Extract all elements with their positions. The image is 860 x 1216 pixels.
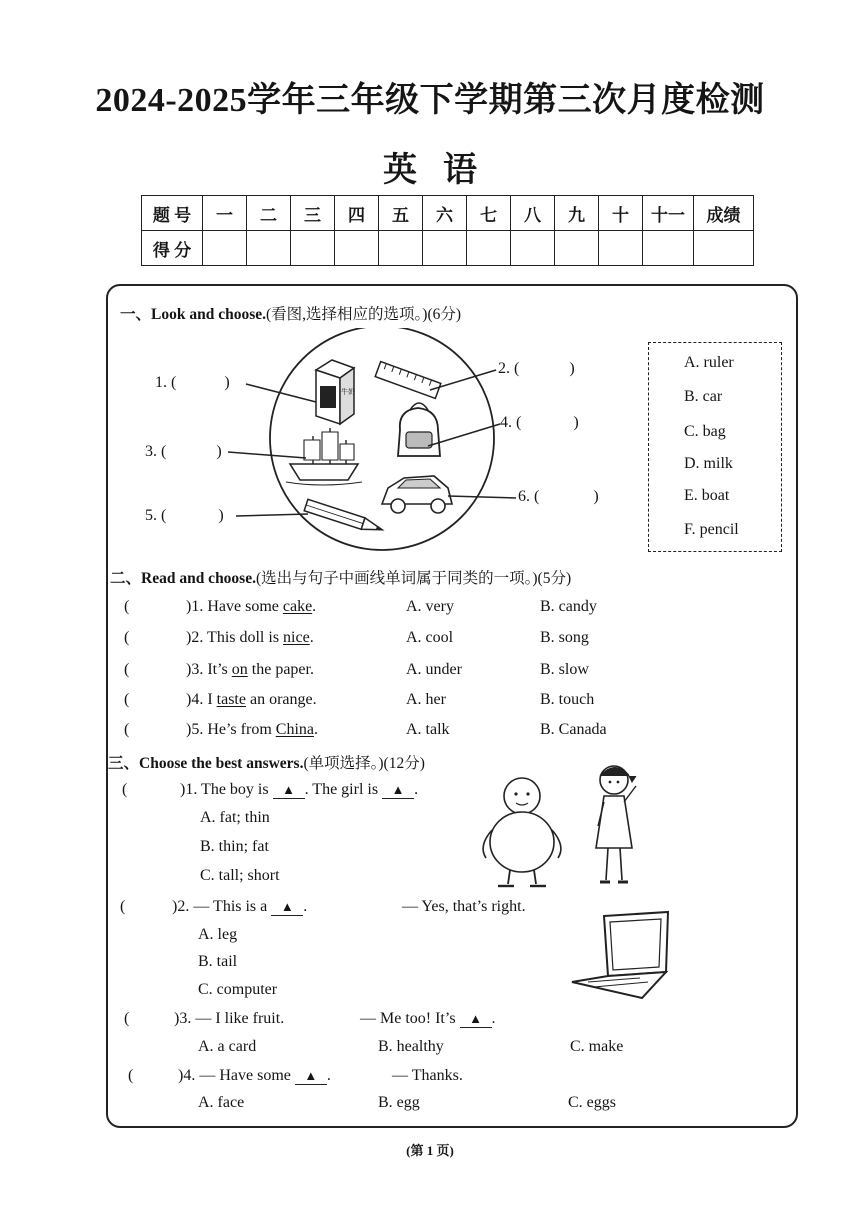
pointer-line-3 bbox=[228, 452, 306, 458]
s3-q2-paren[interactable]: ( bbox=[120, 898, 126, 915]
s3-q2-pre: )2. — This is a bbox=[172, 898, 272, 915]
s3-q2-option-b: B. tail bbox=[198, 953, 238, 970]
s2-q5-text bbox=[186, 721, 318, 739]
blank-triangle[interactable]: ▲ bbox=[295, 1068, 327, 1085]
s2-q1-underlined: cake bbox=[282, 598, 313, 615]
s1-item-4 bbox=[500, 414, 579, 432]
s1-item-6-close: ) bbox=[593, 488, 599, 505]
blank-triangle[interactable]: ▲ bbox=[382, 782, 414, 799]
s2-q1-option-a: A. very bbox=[406, 598, 454, 615]
s2-q4-paren[interactable]: ( bbox=[124, 691, 130, 708]
score-cell-7: 七 bbox=[467, 196, 511, 231]
s2-q3-post: the paper. bbox=[247, 661, 314, 678]
score-entry[interactable] bbox=[379, 231, 423, 266]
s2-q3-underlined: on bbox=[231, 661, 248, 678]
milk-carton-icon bbox=[316, 360, 355, 424]
s3-q3-paren[interactable]: ( bbox=[124, 1010, 130, 1027]
s2-q3-pre: )3. It’s bbox=[186, 661, 232, 678]
s2-q1-post: . bbox=[312, 598, 317, 615]
pointer-line-5 bbox=[236, 514, 308, 516]
pointer-line-1 bbox=[246, 384, 316, 402]
thin-girl-icon bbox=[596, 766, 636, 882]
score-entry[interactable] bbox=[599, 231, 643, 266]
s3-q1-paren[interactable]: ( bbox=[122, 781, 128, 798]
s2-q4-pre: )4. I bbox=[186, 691, 217, 708]
score-table-header-row bbox=[142, 196, 754, 231]
car-icon bbox=[382, 476, 452, 513]
s2-q3-paren[interactable]: ( bbox=[124, 661, 130, 678]
score-entry[interactable] bbox=[467, 231, 511, 266]
s1-item-2-num: 2. ( bbox=[498, 360, 520, 377]
score-cell-label: 题 号 bbox=[142, 196, 203, 231]
s3-q4-option-a: A. face bbox=[198, 1094, 245, 1111]
carton-label: 牛奶 bbox=[341, 388, 355, 396]
s1-item-5-num: 5. ( bbox=[145, 507, 167, 524]
s1-item-4-close: ) bbox=[573, 414, 579, 431]
section1-heading-cn: (看图,选择相应的选项。)(6分) bbox=[266, 306, 462, 323]
s1-item-4-num: 4. ( bbox=[500, 414, 522, 431]
option-e-boat: E. boat bbox=[684, 487, 730, 504]
s3-q1-text bbox=[180, 781, 418, 799]
s2-q2-post: . bbox=[309, 629, 314, 646]
s2-q1-option-b: B. candy bbox=[540, 598, 597, 615]
option-d-milk: D. milk bbox=[684, 455, 733, 472]
section3-heading-cn: (单项选择。)(12分) bbox=[303, 755, 425, 772]
score-cell-9: 九 bbox=[555, 196, 599, 231]
s3-q2-reply: — Yes, that’s right. bbox=[402, 898, 526, 915]
blank-triangle[interactable]: ▲ bbox=[271, 899, 303, 916]
s1-item-1-num: 1. ( bbox=[155, 374, 177, 391]
s1-item-2 bbox=[498, 360, 575, 378]
option-b-car: B. car bbox=[684, 388, 723, 405]
s3-q3-reply-pre: — Me too! It’s bbox=[360, 1010, 460, 1027]
s2-q4-post: an orange. bbox=[245, 691, 317, 708]
section2-heading-cn: (选出与句子中画线单词属于同类的一项。)(5分) bbox=[255, 570, 572, 587]
s1-item-3 bbox=[145, 443, 222, 461]
score-entry[interactable] bbox=[643, 231, 694, 266]
s2-q4-underlined: taste bbox=[216, 691, 246, 708]
pointer-line-6 bbox=[448, 496, 516, 498]
s3-q3-post: . bbox=[491, 1010, 496, 1027]
score-entry[interactable] bbox=[423, 231, 467, 266]
boat-icon bbox=[286, 428, 362, 485]
score-cell-total: 成绩 bbox=[694, 196, 754, 231]
s2-q5-post: . bbox=[313, 721, 318, 738]
exam-title: 2024-2025学年三年级下学期第三次月度检测 bbox=[95, 82, 765, 119]
s3-q3-option-c: C. make bbox=[570, 1038, 624, 1055]
s3-q4-pre: )4. — Have some bbox=[178, 1067, 295, 1084]
score-entry[interactable] bbox=[247, 231, 291, 266]
score-table bbox=[141, 195, 754, 266]
option-f-pencil: F. pencil bbox=[684, 521, 739, 538]
subject-title: 英语 bbox=[383, 152, 503, 189]
s1-item-6-num: 6. ( bbox=[518, 488, 540, 505]
blank-triangle[interactable]: ▲ bbox=[273, 782, 305, 799]
s2-q1-text bbox=[186, 598, 316, 616]
s2-q3-text bbox=[186, 661, 314, 679]
pencil-icon bbox=[304, 499, 384, 535]
s2-q3-option-a: A. under bbox=[406, 661, 462, 678]
s2-q2-pre: )2. This doll is bbox=[186, 629, 284, 646]
score-cell-6: 六 bbox=[423, 196, 467, 231]
page-number: (第 1 页) bbox=[406, 1143, 454, 1158]
s3-q1-mid: . The girl is bbox=[304, 781, 383, 798]
blank-triangle[interactable]: ▲ bbox=[460, 1011, 492, 1028]
s3-q1-pre: )1. The boy is bbox=[180, 781, 273, 798]
s1-item-1-close: ) bbox=[224, 374, 230, 391]
s2-q5-pre: )5. He’s from bbox=[186, 721, 276, 738]
section3-heading-en: 三、Choose the best answers. bbox=[108, 755, 304, 772]
s3-q1-option-a: A. fat; thin bbox=[200, 809, 270, 826]
s1-item-5-close: ) bbox=[218, 507, 224, 524]
s1-item-3-num: 3. ( bbox=[145, 443, 167, 460]
s2-q2-underlined: nice bbox=[283, 629, 310, 646]
score-cell-4: 四 bbox=[335, 196, 379, 231]
s2-q5-paren[interactable]: ( bbox=[124, 721, 130, 738]
s2-q1-pre: )1. Have some bbox=[186, 598, 283, 615]
score-entry[interactable] bbox=[511, 231, 555, 266]
score-row-label: 得 分 bbox=[142, 231, 203, 266]
s3-q3-option-a: A. a card bbox=[198, 1038, 257, 1055]
s2-q2-option-b: B. song bbox=[540, 629, 589, 646]
s3-q3-text: )3. — I like fruit. bbox=[174, 1010, 285, 1027]
s3-q3-reply bbox=[360, 1010, 496, 1028]
s2-q3-option-b: B. slow bbox=[540, 661, 589, 678]
s3-q2-option-c: C. computer bbox=[198, 981, 278, 998]
s2-q5-option-a: A. talk bbox=[406, 721, 450, 738]
score-entry[interactable] bbox=[335, 231, 379, 266]
score-cell-11: 十一 bbox=[643, 196, 694, 231]
s3-q2-post: . bbox=[303, 898, 308, 915]
s3-q2-text bbox=[172, 898, 307, 916]
s2-q2-option-a: A. cool bbox=[406, 629, 454, 646]
s1-item-1 bbox=[155, 374, 230, 392]
s3-q4-text bbox=[178, 1067, 331, 1085]
s2-q4-text bbox=[186, 691, 317, 709]
s1-item-3-close: ) bbox=[216, 443, 222, 460]
s1-item-2-close: ) bbox=[569, 360, 575, 377]
score-cell-2: 二 bbox=[247, 196, 291, 231]
s1-item-5 bbox=[145, 507, 224, 525]
s2-q4-option-a: A. her bbox=[406, 691, 446, 708]
s3-q4-option-c: C. eggs bbox=[568, 1094, 616, 1111]
section1-heading-en: 一、Look and choose. bbox=[120, 306, 266, 323]
s3-q1-post: . bbox=[414, 781, 419, 798]
s3-q2-option-a: A. leg bbox=[198, 926, 238, 943]
score-entry[interactable] bbox=[291, 231, 335, 266]
laptop-icon bbox=[568, 910, 678, 1002]
s2-q5-option-b: B. Canada bbox=[540, 721, 607, 738]
pointer-line-2 bbox=[430, 370, 496, 390]
s3-q4-paren[interactable]: ( bbox=[128, 1067, 134, 1084]
boy-girl-illustration bbox=[476, 756, 656, 896]
s3-q3-option-b: B. healthy bbox=[378, 1038, 444, 1055]
score-cell-3: 三 bbox=[291, 196, 335, 231]
option-c-bag: C. bag bbox=[684, 423, 726, 440]
score-cell-5: 五 bbox=[379, 196, 423, 231]
score-entry[interactable] bbox=[203, 231, 247, 266]
score-cell-8: 八 bbox=[511, 196, 555, 231]
section2-heading bbox=[110, 566, 571, 588]
score-entry[interactable] bbox=[694, 231, 754, 266]
s2-q1-paren[interactable]: ( bbox=[124, 598, 130, 615]
s2-q2-paren[interactable]: ( bbox=[124, 629, 130, 646]
s2-q4-option-b: B. touch bbox=[540, 691, 595, 708]
s3-q4-post: . bbox=[326, 1067, 331, 1084]
s3-q4-reply: — Thanks. bbox=[392, 1067, 463, 1084]
bag-icon bbox=[398, 403, 440, 456]
section1-heading bbox=[120, 302, 461, 324]
s2-q2-text bbox=[186, 629, 314, 647]
s3-q1-option-c: C. tall; short bbox=[200, 867, 280, 884]
option-a-ruler: A. ruler bbox=[684, 354, 734, 371]
score-cell-10: 十 bbox=[599, 196, 643, 231]
s2-q5-underlined: China bbox=[275, 721, 314, 738]
score-entry[interactable] bbox=[555, 231, 599, 266]
section2-heading-en: 二、Read and choose. bbox=[110, 570, 256, 587]
s3-q4-option-b: B. egg bbox=[378, 1094, 420, 1111]
fat-boy-icon bbox=[483, 778, 561, 886]
score-cell-1: 一 bbox=[203, 196, 247, 231]
s3-q1-option-b: B. thin; fat bbox=[200, 838, 269, 855]
section3-heading bbox=[108, 751, 425, 773]
s1-item-6 bbox=[518, 488, 599, 506]
score-table-score-row bbox=[142, 231, 754, 266]
ruler-icon bbox=[375, 362, 441, 399]
